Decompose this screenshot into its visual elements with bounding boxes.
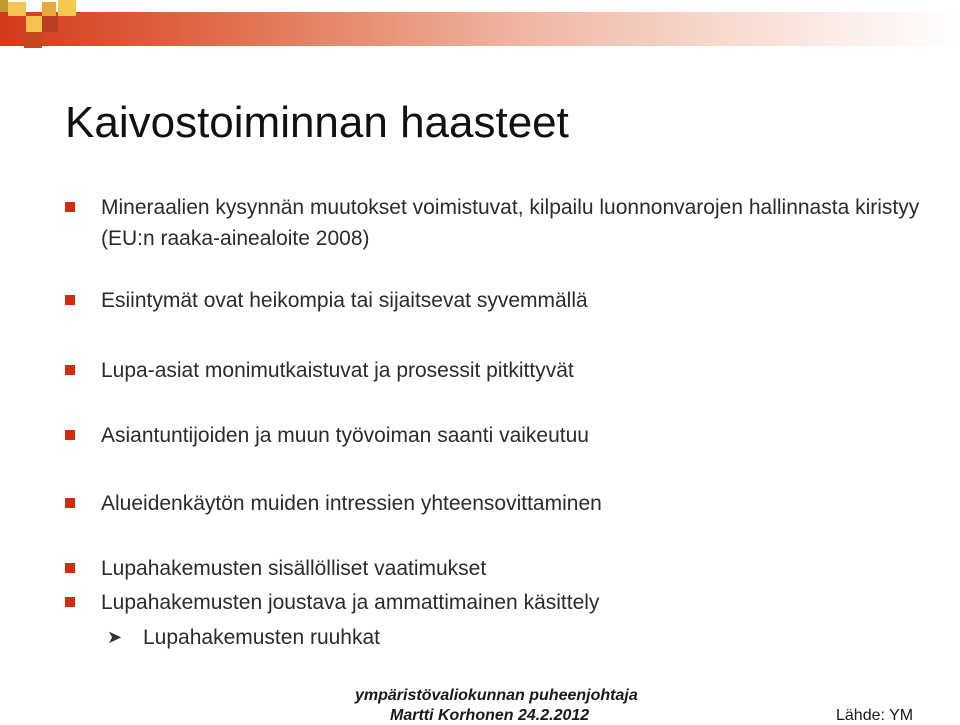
sub-bullet-text: Lupahakemusten ruuhkat bbox=[143, 626, 380, 649]
arrow-bullet-icon: ➤ bbox=[107, 627, 123, 647]
square-bullet-icon bbox=[65, 498, 75, 508]
bullet-text: Lupa-asiat monimutkaistuvat ja prosessit pitkittyvät bbox=[101, 359, 574, 382]
slide-title: Kaivostoiminnan haasteet bbox=[65, 98, 569, 147]
decoration-square bbox=[42, 2, 56, 16]
bullet-item bbox=[65, 420, 925, 451]
decoration-square bbox=[26, 16, 42, 32]
decoration-square bbox=[8, 2, 26, 16]
bullet-text: Lupahakemusten joustava ja ammattimainen käsittely bbox=[101, 591, 600, 614]
bullet-text: Esiintymät ovat heikompia tai sijaitsevat syvemmällä bbox=[101, 289, 588, 312]
bullet-item bbox=[65, 285, 925, 316]
square-bullet-icon bbox=[65, 430, 75, 440]
bullet-item bbox=[65, 587, 925, 618]
decoration-square bbox=[24, 32, 42, 48]
footer-source: Lähde: YM bbox=[836, 707, 914, 724]
bullet-text: Lupahakemusten sisällölliset vaatimukset bbox=[101, 557, 487, 580]
square-bullet-icon bbox=[65, 202, 75, 212]
footer-presenter-role: ympäristövaliokunnan puheenjohtaja bbox=[355, 687, 638, 704]
decoration-square bbox=[0, 0, 8, 12]
decoration-square bbox=[42, 16, 58, 32]
bullet-item bbox=[65, 553, 925, 584]
bullet-text: Alueidenkäytön muiden intressien yhteensovittaminen bbox=[101, 492, 602, 515]
decoration-square bbox=[58, 0, 76, 16]
bullet-item bbox=[65, 355, 925, 386]
bullet-text: Mineraalien kysynnän muutokset voimistuvat, kilpailu luonnonvarojen hallinnasta kiristyy (EU:n raaka-ainealoite 2008) bbox=[101, 196, 920, 250]
bullet-item bbox=[65, 192, 925, 254]
square-bullet-icon bbox=[65, 365, 75, 375]
square-bullet-icon bbox=[65, 295, 75, 305]
header-decoration-bar bbox=[0, 12, 960, 46]
bullet-text: Asiantuntijoiden ja muun työvoiman saanti vaikeutuu bbox=[101, 424, 589, 447]
footer-presenter-name-date: Martti Korhonen 24.2.2012 bbox=[390, 707, 590, 724]
square-bullet-icon bbox=[65, 563, 75, 573]
sub-bullet-item bbox=[107, 622, 913, 653]
bullet-item bbox=[65, 488, 925, 519]
square-bullet-icon bbox=[65, 597, 75, 607]
